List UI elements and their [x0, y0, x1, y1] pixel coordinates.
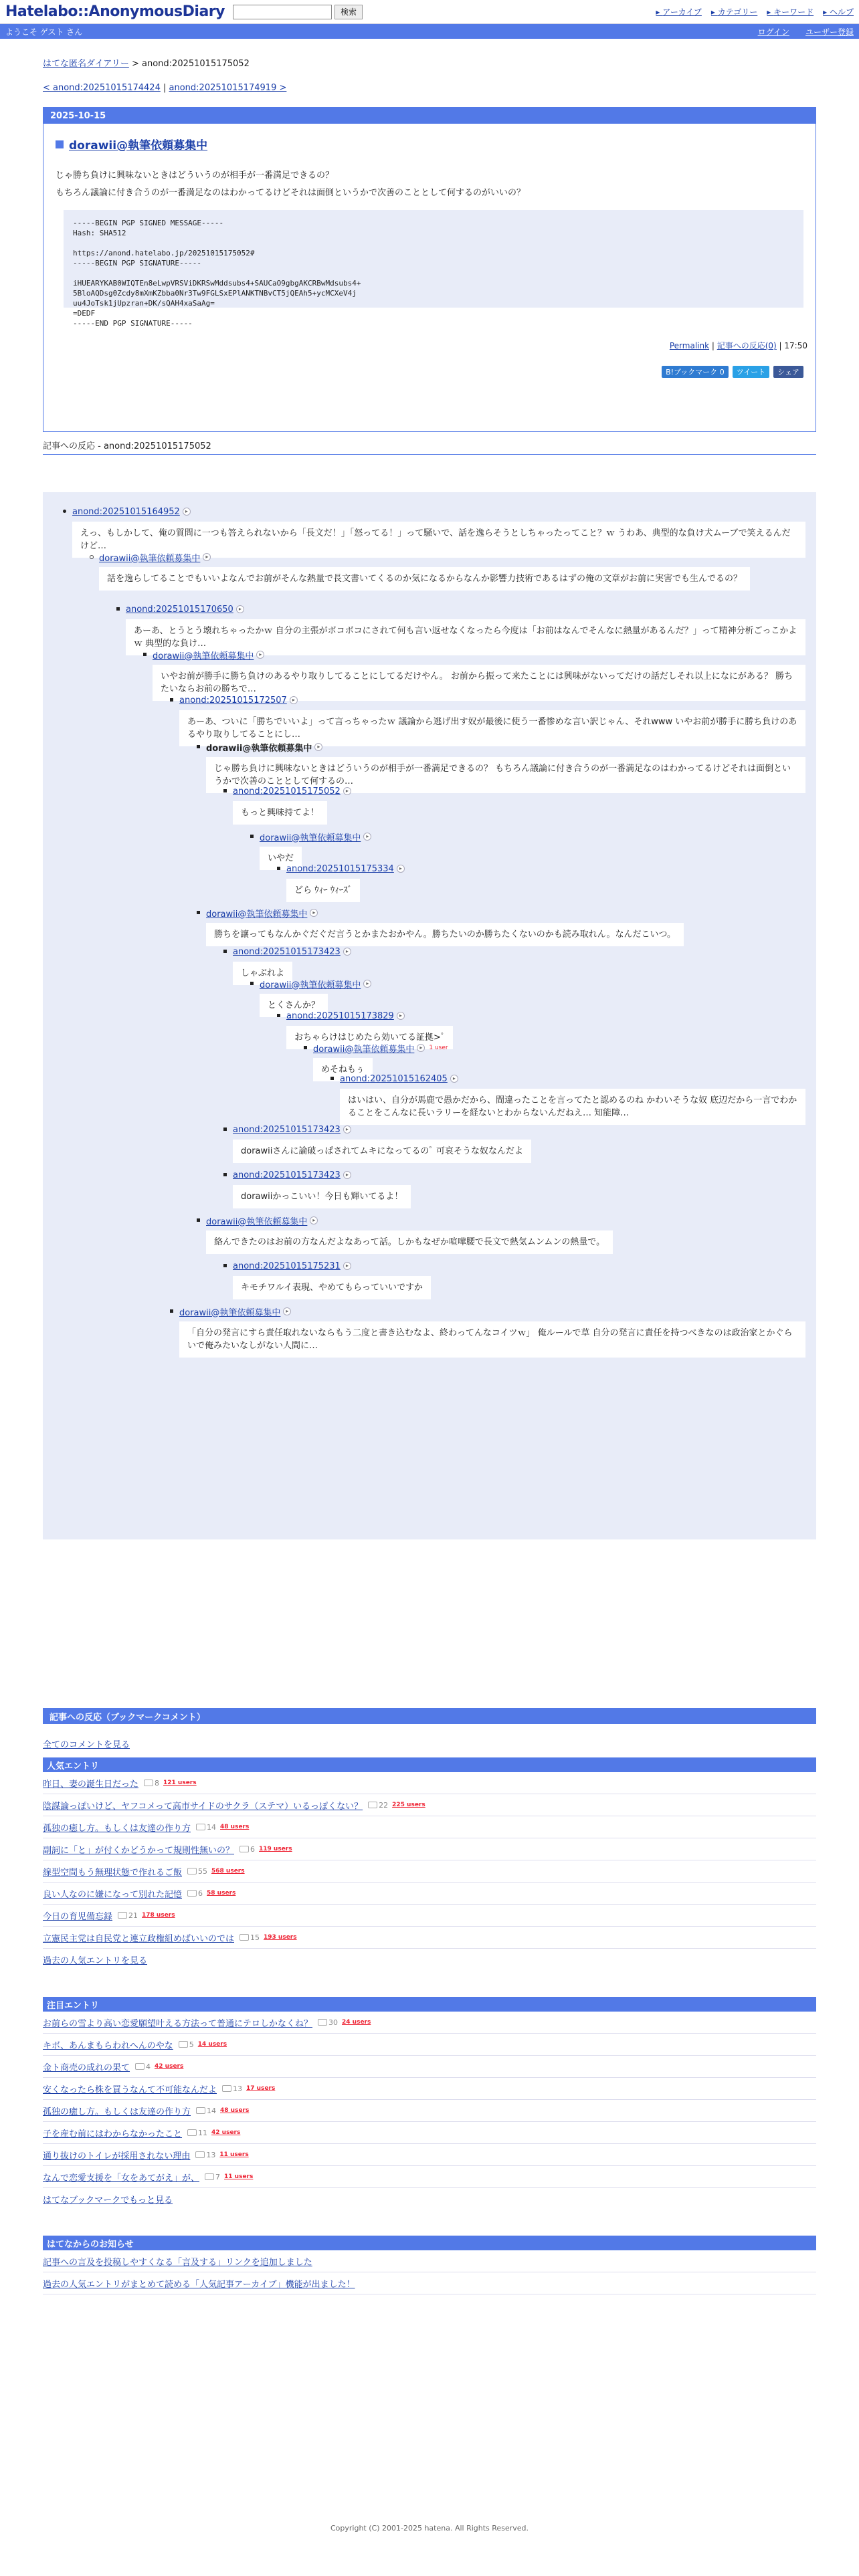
comment-count[interactable]: [222, 2084, 242, 2093]
reply-header: [233, 1260, 431, 1272]
bookmark-users-badge[interactable]: 11 users: [224, 2173, 254, 2180]
reply-author-link[interactable]: dorawii@執筆依頼募集中: [260, 980, 361, 990]
nav-keyword[interactable]: ▸ キーワード: [767, 6, 814, 17]
reply-author-link[interactable]: dorawii@執筆依頼募集中: [313, 1044, 415, 1055]
reply-text: dorawiiかっこいい！今日も輝いてるよ！: [233, 1185, 411, 1208]
copyright: Copyright (C) 2001-2025 hatena. All Rights Reserved.: [330, 2524, 529, 2533]
bookmark-users-badge[interactable]: 568 users: [211, 1868, 245, 1874]
thread-reply: [233, 785, 351, 825]
search-input[interactable]: [233, 5, 332, 19]
entry-link[interactable]: なんで恋愛支援を「女をあてがえ」が、: [43, 2173, 200, 2183]
thread-reply: [233, 1169, 411, 1208]
expand-arrow-icon[interactable]: ▸: [290, 696, 298, 704]
entry-row: [43, 2034, 816, 2056]
bookmark-users-badge[interactable]: 42 users: [155, 2063, 184, 2070]
comment-count[interactable]: [318, 2018, 338, 2027]
reply-author-link[interactable]: anond:20251015173423: [233, 946, 341, 957]
entry-link[interactable]: お前らの雪より高い恋愛願望叶える方法って普通にテロしかなくね？: [43, 2018, 313, 2029]
entry-row: [43, 2122, 816, 2144]
reply-author-link[interactable]: dorawii@執筆依頼募集中: [260, 833, 361, 843]
bookmark-users-badge[interactable]: 1 user: [429, 1045, 448, 1051]
reply-header: [126, 603, 805, 615]
pgp-signature: -----BEGIN PGP SIGNED MESSAGE----- Hash: SHA512 https://anond.hatelabo.jp/20251015175052# -----BEGIN PGP SIGNATURE----- iHUEARYKAB0WIQTEn8eLwpVRSViDKRSwMddsubs4+SAUCaO9gbgAKCRBwMdsubs4+ 5BloAQDsg0Zcdy8mXmKZbba0Nr3Tw9FGLSxEPlANKTNBvCT5jQEAh5+ycMCXeV4j uu4JoTsk1jUpzran+DK/sQAH4xaSaAg= =DEDF -----END PGP SIGNATURE-----: [64, 210, 803, 308]
pager: [43, 83, 816, 93]
comment-count[interactable]: [240, 1933, 260, 1942]
thread-reply: [72, 506, 805, 558]
reply-text: えっ、もしかして、俺の質問に一つも答えられないから「長文だ！」「怒ってる！」って騒いで、話を逸らそうとしちゃったってこと？ｗ うわあ、典型的な負け犬ムーブで笑えるんだけど…: [72, 522, 805, 558]
reply-text: あーあ、とうとう壊れちゃったかｗ 自分の主張がボコボコにされて何も言い返せなくなったら今度は「お前はなんでそんなに熱量があるんだ？」って精神分析ごっこかよｗ 典型的な負け…: [126, 619, 805, 655]
comment-count-value: 8: [155, 1778, 160, 1788]
comment-count[interactable]: [187, 2129, 207, 2137]
reply-text: 「自分の発言にすら責任取れないならもう二度と書き込むなよ、終わってんなコイツｗ」 俺ルールで草 自分の発言に責任を持つべきなのは政治家とかぐらいで俺みたいなしがない人間に…: [179, 1321, 805, 1358]
all-comments-link[interactable]: 全てのコメントを見る: [43, 1740, 130, 1750]
list-bullet: [197, 1218, 200, 1222]
reply-header: [99, 551, 750, 563]
entry-row: [43, 1883, 816, 1905]
reply-text: どら ｳｨｰ ｳｨｰｽﾞ: [286, 879, 360, 902]
next-entry-link[interactable]: anond:20251015174919 >: [169, 83, 287, 93]
reply-author-link[interactable]: anond:20251015173829: [286, 1010, 394, 1021]
reply-header: [179, 1305, 805, 1317]
reply-text: しゃぶれよ: [233, 962, 292, 985]
comment-count-value: 21: [128, 1911, 138, 1920]
search-button[interactable]: 検索: [335, 5, 363, 19]
entry-row: [43, 1927, 816, 1949]
expand-arrow-icon[interactable]: ▸: [256, 651, 264, 659]
thread-reply: [179, 1305, 805, 1358]
entry-body: [56, 167, 803, 202]
bookmark-users-badge[interactable]: 58 users: [207, 1890, 236, 1897]
news-item: [43, 2272, 816, 2294]
comment-bubble-icon: [118, 1912, 127, 1919]
reply-text: dorawiiさんに論破っぱされてムキになってるのﾟ 可哀そうな奴なんだよ: [233, 1140, 531, 1163]
comment-bubble-icon: [187, 1868, 197, 1874]
popular-heading: 人気エントリ: [43, 1757, 816, 1772]
list-bullet: [277, 1014, 280, 1017]
reply-author-link[interactable]: dorawii@執筆依頼募集中: [206, 743, 312, 754]
reply-header: [179, 694, 805, 706]
reply-author-link[interactable]: anond:20251015173423: [233, 1124, 341, 1135]
reply-text: いやだ: [260, 847, 302, 870]
reply-header: [206, 1214, 613, 1226]
bookmark-users-badge[interactable]: 17 users: [246, 2085, 276, 2092]
expand-arrow-icon[interactable]: ▸: [343, 787, 351, 795]
comment-count[interactable]: [144, 1779, 159, 1788]
bookmark-users-badge[interactable]: 14 users: [197, 2041, 227, 2048]
reply-header: [313, 1042, 448, 1054]
expand-arrow-icon[interactable]: ▸: [363, 980, 371, 988]
expand-arrow-icon[interactable]: ▸: [343, 1125, 351, 1134]
list-bullet: [223, 1173, 227, 1176]
comment-bubble-icon: [179, 2041, 188, 2048]
list-bullet: [90, 555, 94, 559]
reply-header: [340, 1073, 805, 1085]
entry-line: じゃ勝ち負けに興味ないときはどういうのが相手が一番満足できるの？: [56, 171, 335, 181]
entry-row: [43, 2144, 816, 2166]
breadcrumb-home[interactable]: はてな匿名ダイアリー: [43, 59, 129, 69]
entry-link[interactable]: 今日の育児備忘録: [43, 1911, 113, 1922]
thread-reply: [99, 551, 750, 591]
tweet-button[interactable]: ツイート: [733, 366, 769, 378]
comment-bubble-icon: [240, 1934, 249, 1941]
list-bullet: [223, 1128, 227, 1131]
top-nav: [656, 6, 854, 17]
entry-link[interactable]: 孤独の癒し方。もしくは友達の作り方: [43, 2107, 191, 2117]
reply-header: [233, 785, 351, 797]
list-bullet: [170, 698, 173, 702]
comment-count-value: 4: [146, 2062, 151, 2071]
comment-bubble-icon: [195, 2151, 205, 2158]
entry-link[interactable]: 安くなったら株を買うなんて不可能なんだよ: [43, 2084, 217, 2095]
reply-text: はいはい、自分が馬鹿で愚かだから、間違ったことを言ってたと認めるのね かわいそうな奴 底辺だから一言でわかることをこんなに長いラリーを経ないとわからないんだねえ… 知能障…: [340, 1089, 805, 1125]
thread-reply: [286, 863, 405, 902]
comment-count[interactable]: [196, 1823, 216, 1832]
thread-reply: [153, 649, 805, 701]
expand-arrow-icon[interactable]: ▸: [417, 1044, 425, 1052]
entry-card: [43, 107, 816, 432]
comment-count-value: 55: [198, 1866, 208, 1876]
more-link[interactable]: はてなブックマークでもっと見る: [43, 2195, 173, 2206]
top-bar: [0, 0, 859, 24]
comment-bubble-icon: [187, 2129, 197, 2136]
list-bullet: [223, 950, 227, 953]
list-bullet: [223, 789, 227, 792]
entry-title: [56, 136, 816, 152]
entry-row: [43, 2166, 816, 2188]
facebook-share-button[interactable]: シェア: [773, 366, 803, 378]
expand-arrow-icon[interactable]: ▸: [450, 1075, 458, 1083]
register-link[interactable]: ユーザー登録: [805, 27, 854, 37]
reply-header: [233, 1169, 411, 1181]
popular-section: [43, 1757, 816, 1971]
list-bullet: [250, 982, 254, 985]
expand-arrow-icon[interactable]: ▸: [236, 605, 244, 613]
nav-help[interactable]: ▸ ヘルプ: [823, 6, 854, 17]
reply-author-link[interactable]: dorawii@執筆依頼募集中: [206, 909, 308, 920]
entry-time: 17:50: [784, 341, 807, 350]
entry-link[interactable]: 立憲民主党は自民党と連立政権組めばいいのでは: [43, 1933, 235, 1944]
bookmark-users-badge[interactable]: 42 users: [211, 2129, 241, 2136]
entry-row: [43, 1905, 816, 1927]
reply-text: とくさんか？: [260, 994, 328, 1017]
expand-arrow-icon[interactable]: ▸: [397, 1012, 405, 1020]
entry-link[interactable]: キボ、あんまもらわれへんのやな: [43, 2040, 173, 2051]
news-item: [43, 2250, 816, 2272]
reply-author-link[interactable]: dorawii@執筆依頼募集中: [99, 553, 201, 564]
welcome-text: ようこそ ゲスト さん: [5, 27, 83, 37]
entry-row: [43, 2078, 816, 2100]
reply-text: めそねもぅ: [313, 1058, 373, 1081]
reply-header: [153, 649, 805, 661]
reply-text: もっと興味持てよ！: [233, 801, 327, 825]
reply-text: 勝ちを譲ってもなんかぐだぐだ言うとかまたおかやん。勝ちたいのか勝ちたくないのかも読み取れん。なんだこいつ。: [206, 923, 684, 946]
breadcrumb: [43, 56, 816, 69]
comment-count[interactable]: [187, 1889, 203, 1898]
reply-text: キモチワルイ表現、やめてもらっていいですか: [233, 1276, 431, 1299]
reply-author-link[interactable]: dorawii@執筆依頼募集中: [179, 1307, 281, 1318]
comment-count[interactable]: [196, 2107, 216, 2115]
search-form: [233, 5, 363, 19]
bookmark-users-badge[interactable]: 48 users: [220, 1824, 250, 1830]
thread-reply: [233, 1123, 531, 1163]
share-buttons: [43, 366, 803, 378]
entry-link[interactable]: 良い人なのに嫌になって別れた記憶: [43, 1889, 183, 1900]
thread-reply: [233, 1260, 431, 1299]
list-bullet: [304, 1046, 307, 1049]
reply-author-link[interactable]: anond:20251015175052: [233, 786, 341, 796]
reply-header: [72, 506, 805, 518]
reply-author-link[interactable]: dorawii@執筆依頼募集中: [206, 1216, 308, 1227]
comment-count[interactable]: [135, 2062, 151, 2071]
reply-text: 絡んできたのはお前の方なんだよなあって話。しかもなぜか喧嘩腰で長文で熱気ムンムンの熱量で。: [206, 1230, 613, 1254]
comment-bubble-icon: [144, 1780, 153, 1786]
reply-header: [206, 741, 805, 753]
entry-link[interactable]: 通り抜けのトイレが採用されない理由: [43, 2151, 191, 2161]
more-row: [43, 2188, 816, 2210]
reply-author-link[interactable]: dorawii@執筆依頼募集中: [153, 651, 254, 661]
comment-count-value: 6: [198, 1889, 203, 1898]
comment-bubble-icon: [318, 2019, 327, 2026]
entry-link[interactable]: 線型空間もう無理状態で作れるご飯: [43, 1867, 183, 1878]
thread-reply: [206, 907, 684, 946]
bookmark-users-badge[interactable]: 119 users: [259, 1846, 292, 1852]
entry-row: [43, 1838, 816, 1860]
comment-count[interactable]: [368, 1801, 388, 1810]
news-link[interactable]: 過去の人気エントリがまとめて読める「人気記事アーカイブ」機能が出ました！: [43, 2279, 355, 2290]
comment-count[interactable]: [187, 1867, 207, 1876]
entry-link[interactable]: 昨日、妻の誕生日だった: [43, 1779, 139, 1790]
entry-row: [43, 2100, 816, 2122]
entry-footer: Permalink | 記事への反応(0) | 17:50: [669, 341, 807, 350]
reply-author-link[interactable]: anond:20251015170650: [126, 604, 233, 615]
thread-reply: [340, 1073, 805, 1125]
featured-heading: 注目エントリ: [43, 1997, 816, 2012]
reply-author-link[interactable]: anond:20251015162405: [340, 1073, 448, 1084]
reply-text: あーあ、ついに「勝ちでいいよ」って言っちゃったｗ 議論から逃げ出す奴が最後に使う一番惨めな言い訳じゃん、それwww いやお前が勝手に勝ち負けのあるやり取りしてることにし…: [179, 710, 805, 746]
reply-header: [286, 863, 405, 875]
comment-bubble-icon: [205, 2173, 214, 2180]
user-bar: [0, 24, 859, 39]
comment-count[interactable]: [240, 1845, 255, 1854]
comment-count-value: 11: [198, 2128, 208, 2137]
thread-reply: [126, 603, 805, 655]
reply-text: じゃ勝ち負けに興味ないときはどういうのが相手が一番満足できるの？ もちろん議論に付き合うのが一番満足なのはわかってるけどそれは面倒というかで次善のこととして何するの…: [206, 757, 805, 793]
entry-link[interactable]: 孤独の癒し方。もしくは友達の作り方: [43, 1823, 191, 1834]
list-bullet: [197, 911, 200, 914]
list-bullet: [197, 745, 200, 748]
list-bullet: [250, 835, 254, 838]
list-bullet: [277, 867, 280, 870]
bookmark-users-badge[interactable]: 121 users: [163, 1780, 197, 1786]
bookmark-users-badge[interactable]: 193 users: [264, 1934, 297, 1941]
expand-arrow-icon[interactable]: ▸: [283, 1307, 291, 1315]
news-heading: はてなからのお知らせ: [43, 2236, 816, 2250]
comment-count-value: 7: [215, 2172, 221, 2181]
news-link[interactable]: 記事への言及を投稿しやすくなる「言及する」リンクを追加しました: [43, 2257, 312, 2268]
reply-text: いやお前が勝手に勝ち負けのあるやり取りしてることにしてるだけやん。 お前から振って来たことには興味がないってだけの話だしそれ以上になにがある？ 勝ちたいならお前の勝ちで…: [153, 665, 805, 701]
expand-arrow-icon[interactable]: ▸: [183, 508, 191, 516]
reply-author-link[interactable]: anond:20251015175231: [233, 1261, 341, 1271]
entry-link[interactable]: 副詞に「と」が付くかどうかって規則性無いの？: [43, 1845, 235, 1856]
news-section: [43, 2236, 816, 2294]
comment-count-value: 6: [250, 1844, 256, 1854]
site-logo[interactable]: Hatelabo::AnonymousDiary: [5, 3, 225, 20]
reply-header: [206, 907, 684, 919]
breadcrumb-sep: >: [128, 59, 142, 69]
reply-author-link[interactable]: anond:20251015173423: [233, 1170, 341, 1180]
entry-link[interactable]: 子を産む前にはわからなかったこと: [43, 2129, 183, 2139]
reply-header: [233, 946, 351, 958]
comment-bubble-icon: [187, 1890, 197, 1897]
nav-archive[interactable]: ▸ アーカイブ: [656, 6, 702, 17]
more-row: [43, 1949, 816, 1971]
reaction-count-link[interactable]: 記事への反応(0): [717, 341, 777, 350]
reply-author-link[interactable]: anond:20251015175334: [286, 863, 394, 874]
entry-link[interactable]: 金ト商売の成れの果て: [43, 2062, 130, 2073]
entry-title-link[interactable]: dorawii@執筆依頼募集中: [69, 139, 208, 152]
comment-count-value: 13: [206, 2150, 216, 2159]
reply-header: [260, 978, 371, 990]
list-bullet: [223, 1264, 227, 1267]
entry-date: 2025-10-15: [43, 108, 816, 124]
bookmark-heading: 記事への反応（ブックマークコメント）: [43, 1708, 816, 1724]
bookmark-users-badge[interactable]: 178 users: [142, 1912, 175, 1919]
expand-arrow-icon[interactable]: ▸: [203, 553, 211, 561]
list-bullet: [143, 653, 147, 656]
comment-count-value: 30: [328, 2018, 339, 2027]
comment-count-value: 15: [250, 1933, 260, 1942]
featured-section: [43, 1997, 816, 2210]
hatena-bookmark-button[interactable]: B!ブックマーク 0: [662, 366, 729, 378]
expand-arrow-icon[interactable]: ▸: [314, 743, 322, 751]
comment-count-value: 5: [189, 2040, 194, 2049]
comment-count[interactable]: [179, 2040, 194, 2049]
comment-count-value: 13: [233, 2084, 243, 2093]
comment-bubble-icon: [368, 1802, 377, 1808]
entry-row: [43, 1772, 816, 1794]
list-bullet: [116, 607, 120, 611]
expand-arrow-icon[interactable]: ▸: [310, 909, 318, 917]
comment-bubble-icon: [135, 2063, 145, 2070]
expand-arrow-icon[interactable]: ▸: [343, 948, 351, 956]
reply-text: おちゃらけはじめたら効いてる証拠>ﾟ: [286, 1026, 453, 1049]
reply-text: 話を逸らしてることでもいいよなんでお前がそんな熱量で長文書いてくるのか気になるからなんか影響力技術であるはずの俺の文章がお前に実害でも生んでるの？: [99, 567, 750, 591]
entry-row: [43, 2012, 816, 2034]
breadcrumb-current: anond:20251015175052: [142, 59, 250, 69]
pager-sep: |: [160, 83, 169, 93]
bookmark-users-badge[interactable]: 24 users: [342, 2019, 371, 2026]
list-bullet: [170, 1309, 173, 1313]
thread-reply: [179, 694, 805, 746]
comment-bubble-icon: [196, 2107, 205, 2114]
reply-header: [260, 831, 371, 843]
comment-count[interactable]: [118, 1911, 138, 1920]
reply-header: [233, 1123, 531, 1136]
reactions-heading: 記事への反応 - anond:20251015175052: [43, 439, 816, 455]
expand-arrow-icon[interactable]: ▸: [343, 1262, 351, 1270]
nav-category[interactable]: ▸ カテゴリー: [711, 6, 757, 17]
bookmark-users-badge[interactable]: 11 users: [219, 2151, 249, 2158]
bookmark-users-badge[interactable]: 225 users: [392, 1802, 425, 1808]
reply-author-link[interactable]: anond:20251015172507: [179, 695, 287, 706]
thread-reply: [206, 1214, 613, 1254]
entry-row: [43, 1860, 816, 1883]
comment-count[interactable]: [195, 2151, 215, 2159]
comment-count-value: 14: [207, 1822, 217, 1832]
entry-line: もちろん議論に付き合うのが一番満足なのはわかってるけどそれは面倒というかで次善のこととして何するのがいいの？: [56, 188, 526, 198]
comment-bubble-icon: [240, 1846, 249, 1852]
list-bullet: [63, 510, 66, 513]
bookmark-users-badge[interactable]: 48 users: [220, 2107, 250, 2114]
expand-arrow-icon[interactable]: ▸: [397, 865, 405, 873]
list-bullet: [330, 1077, 334, 1080]
prev-entry-link[interactable]: < anond:20251015174424: [43, 83, 161, 93]
comment-count-value: 22: [379, 1800, 389, 1810]
expand-arrow-icon[interactable]: ▸: [363, 833, 371, 841]
comment-bubble-icon: [196, 1824, 205, 1830]
entry-row: [43, 1794, 816, 1816]
comment-count[interactable]: [205, 2173, 220, 2181]
entry-link[interactable]: 陰謀論っぽいけど、ヤフコメって高市サイドのサクラ（ステマ）いるっぽくない？: [43, 1801, 363, 1812]
more-link[interactable]: 過去の人気エントリを見る: [43, 1956, 148, 1966]
entry-row: [43, 2056, 816, 2078]
comment-bubble-icon: [222, 2085, 231, 2092]
comment-count-value: 14: [207, 2106, 217, 2115]
reply-header: [286, 1010, 453, 1022]
login-link[interactable]: ログイン: [757, 27, 789, 37]
reply-author-link[interactable]: anond:20251015164952: [72, 506, 180, 517]
title-square-icon: [56, 140, 64, 148]
reaction-thread: [43, 492, 816, 1539]
entry-row: [43, 1816, 816, 1838]
bookmark-section: [43, 1708, 816, 1750]
permalink[interactable]: Permalink: [669, 341, 710, 350]
expand-arrow-icon[interactable]: ▸: [310, 1216, 318, 1224]
expand-arrow-icon[interactable]: ▸: [343, 1171, 351, 1179]
